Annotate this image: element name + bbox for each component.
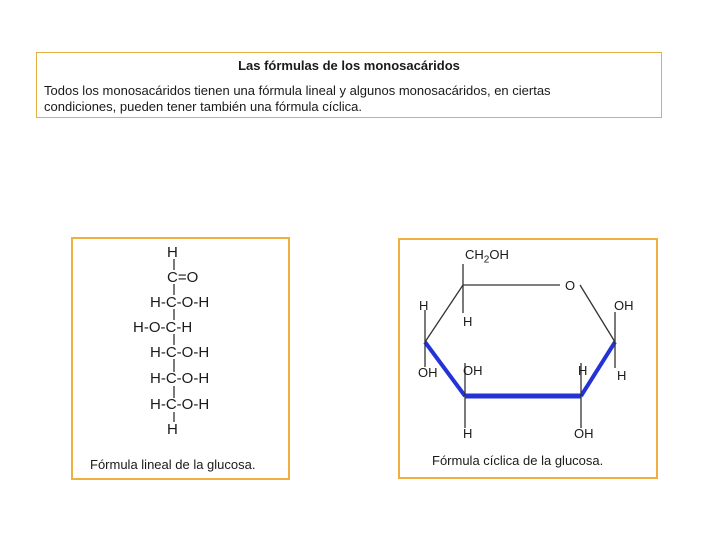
- ring-oxygen-label: O: [565, 278, 576, 293]
- linear-row-4: H-O-C-H: [133, 319, 193, 336]
- c1-oh-label: OH: [614, 298, 634, 313]
- cyclic-caption: Fórmula cíclica de la glucosa.: [432, 453, 604, 468]
- ring-bond-o-c1: [580, 285, 615, 342]
- c2-oh-label: OH: [574, 426, 594, 441]
- c3-oh-label: OH: [463, 363, 483, 378]
- cyclic-ring: [425, 285, 615, 396]
- linear-row-1: H: [167, 244, 178, 261]
- c1-h-label: H: [617, 368, 627, 383]
- intro-title: Las fórmulas de los monosacáridos: [238, 58, 460, 73]
- linear-row-6: H-C-O-H: [150, 370, 210, 387]
- c2-h-label: H: [578, 363, 588, 378]
- c3-h-label: H: [463, 426, 473, 441]
- linear-row-8: H: [167, 421, 178, 438]
- linear-row-3: H-C-O-H: [150, 294, 210, 311]
- linear-row-7: H-C-O-H: [150, 396, 210, 413]
- intro-text-line-1: Todos los monosacáridos tienen una fórmula lineal y algunos monosacáridos, en ciertas: [44, 83, 551, 98]
- intro-text-line-2: condiciones, pueden tener también una fórmula cíclica.: [44, 99, 362, 114]
- cyclic-substituent-bonds: [425, 264, 615, 428]
- linear-caption: Fórmula lineal de la glucosa.: [90, 457, 256, 472]
- ring-bond-c5-c4: [425, 285, 463, 342]
- linear-row-2: C=O: [167, 269, 199, 286]
- c4-h-label: H: [419, 298, 429, 313]
- c5-h-label: H: [463, 314, 473, 329]
- linear-row-5: H-C-O-H: [150, 344, 210, 361]
- ch2oh-label: $CH_2OH$: [465, 247, 509, 266]
- c4-oh-label: OH: [418, 365, 438, 380]
